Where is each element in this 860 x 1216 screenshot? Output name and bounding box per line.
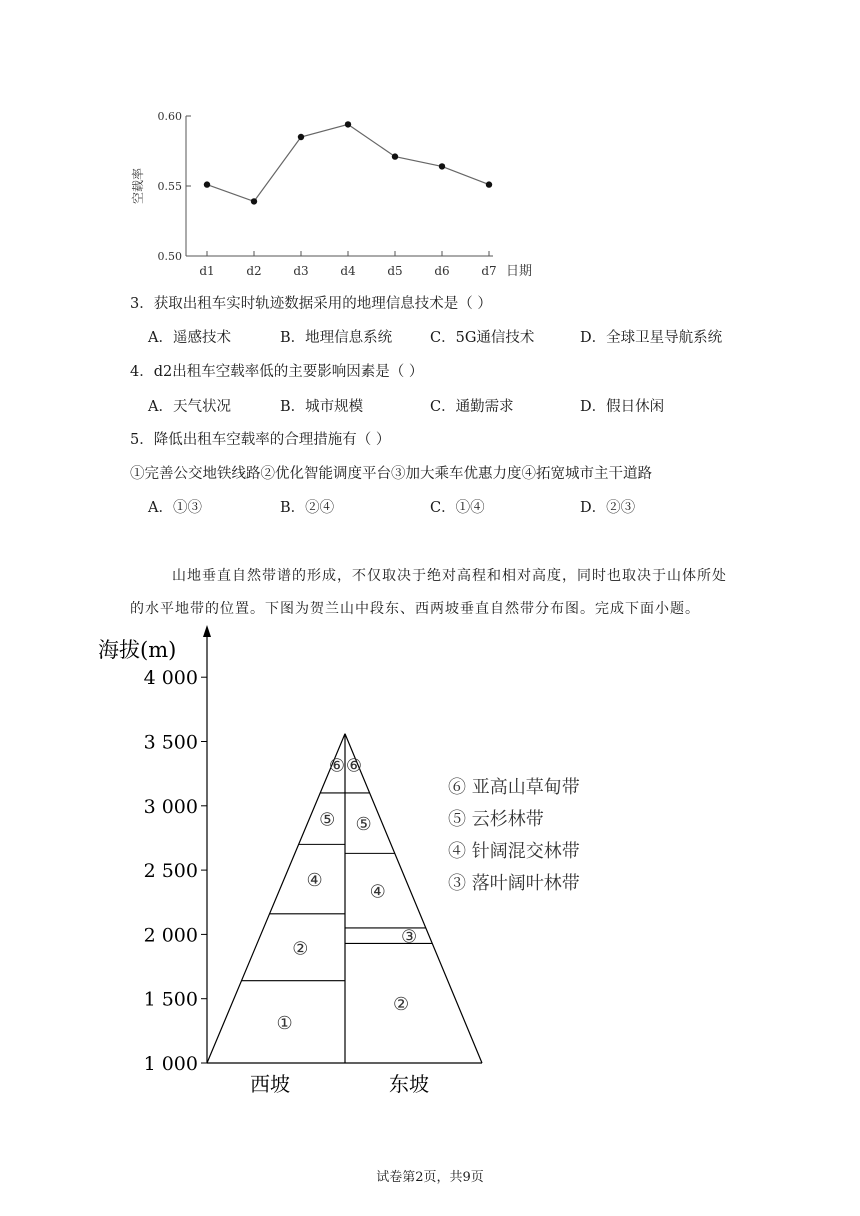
x-tick-label: d7	[481, 264, 497, 278]
q4-option-d: D．假日休闲	[580, 399, 665, 415]
y-axis-title: 空载率	[131, 167, 145, 205]
legend-item: ⑥ 亚高山草甸带	[448, 777, 580, 798]
elevation-tick-label: 3 000	[143, 795, 198, 818]
west-zone-label: ⑤	[319, 809, 336, 831]
legend-item: ⑤ 云杉林带	[448, 809, 544, 830]
west-slope-label: 西坡	[250, 1072, 290, 1096]
x-tick-label: d5	[387, 264, 403, 278]
elevation-tick-label: 1 000	[143, 1053, 198, 1075]
q3-option-a: A．遥感技术	[148, 330, 231, 346]
series-line	[207, 124, 489, 201]
legend-item: ③ 落叶阔叶林带	[448, 873, 580, 894]
elevation-tick-label: 1 500	[143, 988, 198, 1011]
q4-option-a: A．天气状况	[148, 399, 231, 415]
q3-option-c: C．5G通信技术	[430, 330, 535, 346]
data-point	[204, 181, 210, 187]
data-point	[251, 198, 257, 204]
elevation-tick-label: 3 500	[143, 731, 198, 754]
q3-option-b: B．地理信息系统	[280, 330, 393, 346]
east-zone-label: ⑤	[355, 814, 372, 836]
vertical-zonation-diagram	[98, 615, 760, 1105]
x-tick-label: d4	[340, 264, 356, 278]
y-tick-label: 0.55	[157, 180, 182, 193]
east-zone-label: ②	[392, 994, 410, 1016]
west-zone-label: ②	[292, 938, 309, 960]
data-point	[486, 181, 492, 187]
question-5-stem: 5．降低出租车空载率的合理措施有（ ）	[130, 432, 391, 448]
east-zone-label: ⑥	[345, 755, 363, 777]
axis-arrow-icon	[203, 625, 211, 637]
q5-option-b: B．②④	[280, 500, 335, 516]
data-point	[439, 163, 445, 169]
data-point	[392, 153, 398, 159]
question-3-stem: 3．获取出租车实时轨迹数据采用的地理信息技术是（ ）	[130, 296, 492, 312]
elevation-axis-title: 海拔(m)	[98, 638, 177, 662]
west-zone-label: ④	[306, 870, 323, 892]
passage-line-1: 山地垂直自然带谱的形成，不仅取决于绝对高程和相对高度，同时也取决于山体所处	[172, 568, 727, 584]
west-zone-label: ①	[276, 1012, 293, 1034]
passage-line-2: 的水平地带的位置。下图为贺兰山中段东、西两坡垂直自然带分布图。完成下面小题。	[130, 601, 700, 617]
line-chart	[120, 100, 560, 290]
page-footer: 试卷第2页，共9页	[376, 1170, 484, 1185]
x-tick-label: d2	[246, 264, 262, 278]
elevation-tick-label: 2 000	[143, 924, 198, 947]
data-point	[345, 121, 351, 127]
q3-option-d: D．全球卫星导航系统	[580, 330, 723, 346]
x-tick-label: d3	[293, 264, 309, 278]
west-zone-label: ⑥	[328, 755, 346, 777]
q5-option-c: C．①④	[430, 500, 485, 516]
y-tick-label: 0.60	[157, 110, 182, 123]
y-tick-label: 0.50	[157, 250, 182, 263]
x-tick-label: d1	[199, 264, 215, 278]
east-zone-label: ④	[369, 881, 386, 903]
elevation-tick-label: 4 000	[143, 667, 198, 690]
legend-item: ④ 针阔混交林带	[448, 841, 580, 862]
east-zone-label: ③	[400, 926, 418, 948]
x-axis-title: 日期	[506, 264, 533, 279]
q4-option-b: B．城市规模	[280, 399, 364, 415]
elevation-tick-label: 2 500	[143, 860, 198, 883]
data-point	[298, 134, 304, 140]
q5-option-d: D．②③	[580, 500, 636, 516]
q5-option-a: A．①③	[148, 500, 202, 516]
question-5-statements: ①完善公交地铁线路②优化智能调度平台③加大乘车优惠力度④拓宽城市主干道路	[130, 466, 652, 482]
east-slope-label: 东坡	[389, 1072, 429, 1096]
question-4-stem: 4．d2出租车空载率低的主要影响因素是（ ）	[130, 364, 424, 380]
x-tick-label: d6	[434, 264, 450, 278]
q4-option-c: C．通勤需求	[430, 399, 514, 415]
